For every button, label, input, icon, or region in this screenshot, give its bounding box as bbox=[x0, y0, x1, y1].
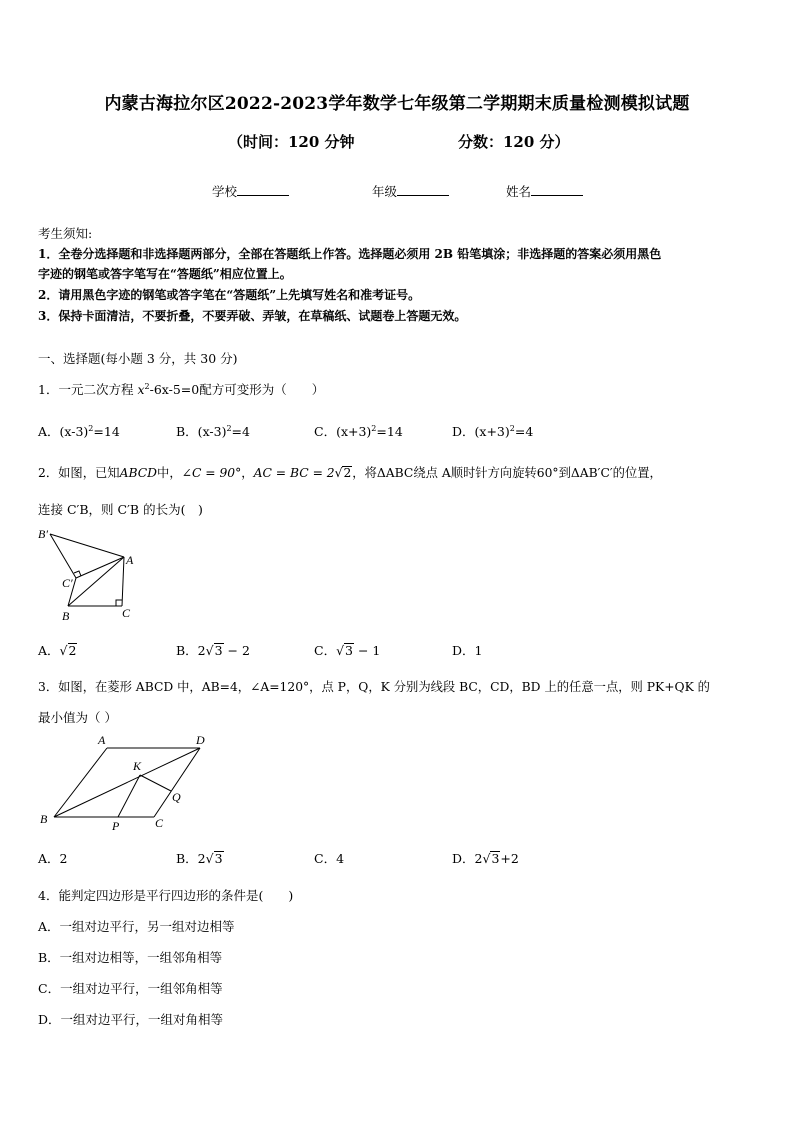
q2-option-b-text: B．2 bbox=[176, 643, 206, 658]
q2-option-b[interactable]: B．2√3 − 2 bbox=[176, 643, 250, 658]
q2-stem-line2: 连接 C′B，则 C′B 的长为( ) bbox=[38, 502, 203, 517]
grade-field bbox=[372, 182, 449, 200]
q3-figure bbox=[34, 730, 224, 835]
notice-item-2: 2．请用黑色字迹的钢笔或答字笔在“答题纸”上先填写姓名和准考证号。 bbox=[38, 288, 421, 302]
q3-stem-line1: 3．如图，在菱形 ABCD 中，AB=4，∠A=120°，点 P，Q，K 分别为线段 BC，CD，BD 上的任意一点，则 PK+QK 的 bbox=[38, 680, 710, 694]
grade-label: 年级 bbox=[372, 184, 398, 199]
q1-option-d-val: =4 bbox=[514, 424, 534, 439]
q3-option-d[interactable]: D．2√3+2 bbox=[452, 851, 519, 866]
q2-option-d[interactable]: D．1 bbox=[452, 643, 483, 658]
q2-edge-cprime-a bbox=[76, 557, 124, 578]
notice-item-1b: 字迹的钢笔或答字笔写在“答题纸”相应位置上。 bbox=[38, 267, 292, 281]
q2-option-b-tail: − 2 bbox=[223, 643, 250, 658]
q3-option-d-rad: 3 bbox=[491, 851, 500, 866]
q2-comma: ， bbox=[241, 466, 254, 480]
q3-stem-line2: 最小值为（ ） bbox=[38, 710, 117, 725]
q2-label-c: C bbox=[122, 606, 131, 620]
q2-edge-a-b bbox=[68, 557, 124, 606]
q1-option-a-sup: 2 bbox=[88, 423, 94, 433]
q2-option-c-tail: − 1 bbox=[354, 643, 381, 658]
q2-abcd: ABCD bbox=[119, 466, 158, 480]
q1-option-c[interactable] bbox=[314, 422, 403, 440]
name-label: 姓名 bbox=[506, 184, 532, 199]
q3-option-b[interactable]: B．2√3 bbox=[176, 851, 223, 866]
q4-option-b[interactable]: B．一组对边相等，一组邻角相等 bbox=[38, 950, 223, 965]
q2-edge-a-c bbox=[122, 557, 124, 606]
q3-label-b: B bbox=[40, 812, 48, 826]
q2-figure bbox=[34, 524, 144, 624]
q1-option-b-text: B．(x-3) bbox=[176, 424, 227, 439]
name-field bbox=[506, 182, 583, 200]
q2-option-a[interactable]: A．√2 bbox=[38, 643, 77, 658]
q2-label-cprime: C′ bbox=[62, 576, 73, 590]
q4-option-d[interactable]: D．一组对边平行，一组对角相等 bbox=[38, 1012, 224, 1027]
q2-label-a: A bbox=[126, 553, 134, 567]
q2-stem-line1: 2．如图，已知ABCD中，∠C = 90°，AC = BC = 2√2，将ΔABC绕点 A顺时针方向旋转60°到ΔAB′C′的位置， bbox=[38, 466, 662, 480]
q1-eq-sup: 2 bbox=[144, 381, 150, 391]
q3-diagonal-bd bbox=[54, 748, 200, 817]
q1-option-c-sup: 2 bbox=[371, 423, 377, 433]
exam-score: 分数：120 分） bbox=[458, 133, 570, 151]
q1-option-b-sup: 2 bbox=[226, 423, 232, 433]
q1-option-d[interactable] bbox=[452, 422, 533, 440]
q3-label-d: D bbox=[196, 733, 205, 747]
name-blank[interactable] bbox=[531, 183, 583, 196]
q2-option-b-rad: 3 bbox=[214, 643, 223, 658]
q2-option-a-rad: 2 bbox=[68, 643, 77, 658]
notice-item-1: 1．全卷分选择题和非选择题两部分，全部在答题纸上作答。选择题必须用 2B 铅笔填涂；非选择题的答案必须用黑色 bbox=[38, 247, 662, 261]
q3-segment-kq bbox=[140, 775, 171, 791]
q1-eq-x: x bbox=[137, 382, 145, 397]
q3-option-c[interactable]: C．4 bbox=[314, 851, 345, 866]
exam-title: 内蒙古海拉尔区2022-2023学年数学七年级第二学期期末质量检测模拟试题 bbox=[104, 94, 690, 114]
notice-item-3: 3．保持卡面清洁，不要折叠，不要弄破、弄皱，在草稿纸、试题卷上答题无效。 bbox=[38, 309, 467, 323]
q2-option-c-rad: 3 bbox=[345, 643, 353, 658]
notice-heading: 考生须知: bbox=[38, 226, 93, 241]
school-label: 学校 bbox=[212, 184, 238, 199]
q1-option-d-text: D．(x+3) bbox=[452, 424, 510, 439]
q1-option-c-val: =14 bbox=[376, 424, 403, 439]
q3-label-q: Q bbox=[172, 790, 181, 804]
q2-eq: AC = BC = 2 bbox=[253, 466, 335, 480]
q1-option-a[interactable] bbox=[38, 422, 120, 440]
q2-line1-a: 2．如图，已知 bbox=[38, 466, 120, 480]
q1-option-b[interactable] bbox=[176, 422, 250, 440]
grade-blank[interactable] bbox=[397, 183, 449, 196]
q4-option-c[interactable]: C．一组对边平行，一组邻角相等 bbox=[38, 981, 223, 996]
q2-line1-b: 中， bbox=[157, 466, 182, 480]
q3-label-p: P bbox=[112, 819, 120, 833]
q2-line1-c: ，将ΔABC绕点 A顺时针方向旋转60°到ΔAB′C′的位置， bbox=[352, 466, 662, 480]
q2-option-c-text: C． bbox=[314, 643, 337, 658]
q2-angle: ∠C = 90° bbox=[181, 466, 242, 480]
q3-option-b-text: B．2 bbox=[176, 851, 206, 866]
q1-stem-b: 配方可变形为（ ） bbox=[199, 382, 325, 397]
q3-option-d-text: D．2 bbox=[452, 851, 483, 866]
q2-label-b: B bbox=[62, 609, 70, 623]
q3-edge-a-b bbox=[54, 748, 107, 817]
q3-label-k: K bbox=[133, 759, 142, 773]
q1-eq-rest: -6x-5=0 bbox=[149, 382, 200, 397]
q1-option-a-text: A．(x-3) bbox=[38, 424, 89, 439]
school-field bbox=[212, 182, 289, 200]
q4-stem: 4．能判定四边形是平行四边形的条件是( ) bbox=[38, 888, 294, 903]
q2-option-a-text: A． bbox=[38, 643, 60, 658]
q4-option-a[interactable]: A．一组对边平行，另一组对边相等 bbox=[38, 919, 235, 934]
section-heading: 一、选择题(每小题 3 分，共 30 分) bbox=[38, 351, 238, 366]
q3-option-d-tail: +2 bbox=[500, 851, 519, 866]
q2-label-bprime: B′ bbox=[38, 527, 48, 541]
q1-stem-a: 1．一元二次方程 bbox=[38, 382, 138, 397]
q3-option-a[interactable]: A．2 bbox=[38, 851, 68, 866]
q2-eq-rad: 2 bbox=[343, 466, 352, 480]
school-blank[interactable] bbox=[237, 183, 289, 196]
q3-label-c: C bbox=[155, 816, 164, 830]
q2-option-c[interactable]: C．√3 − 1 bbox=[314, 643, 381, 658]
q1-option-c-text: C．(x+3) bbox=[314, 424, 372, 439]
q1-stem bbox=[38, 380, 324, 398]
q1-option-a-val: =14 bbox=[93, 424, 120, 439]
q3-option-b-rad: 3 bbox=[214, 851, 223, 866]
exam-time: （时间：120 分钟 bbox=[228, 133, 355, 151]
q2-right-angle-cprime bbox=[74, 571, 81, 576]
q1-option-b-val: =4 bbox=[231, 424, 250, 439]
q1-option-d-sup: 2 bbox=[509, 423, 515, 433]
q3-label-a: A bbox=[98, 733, 106, 747]
